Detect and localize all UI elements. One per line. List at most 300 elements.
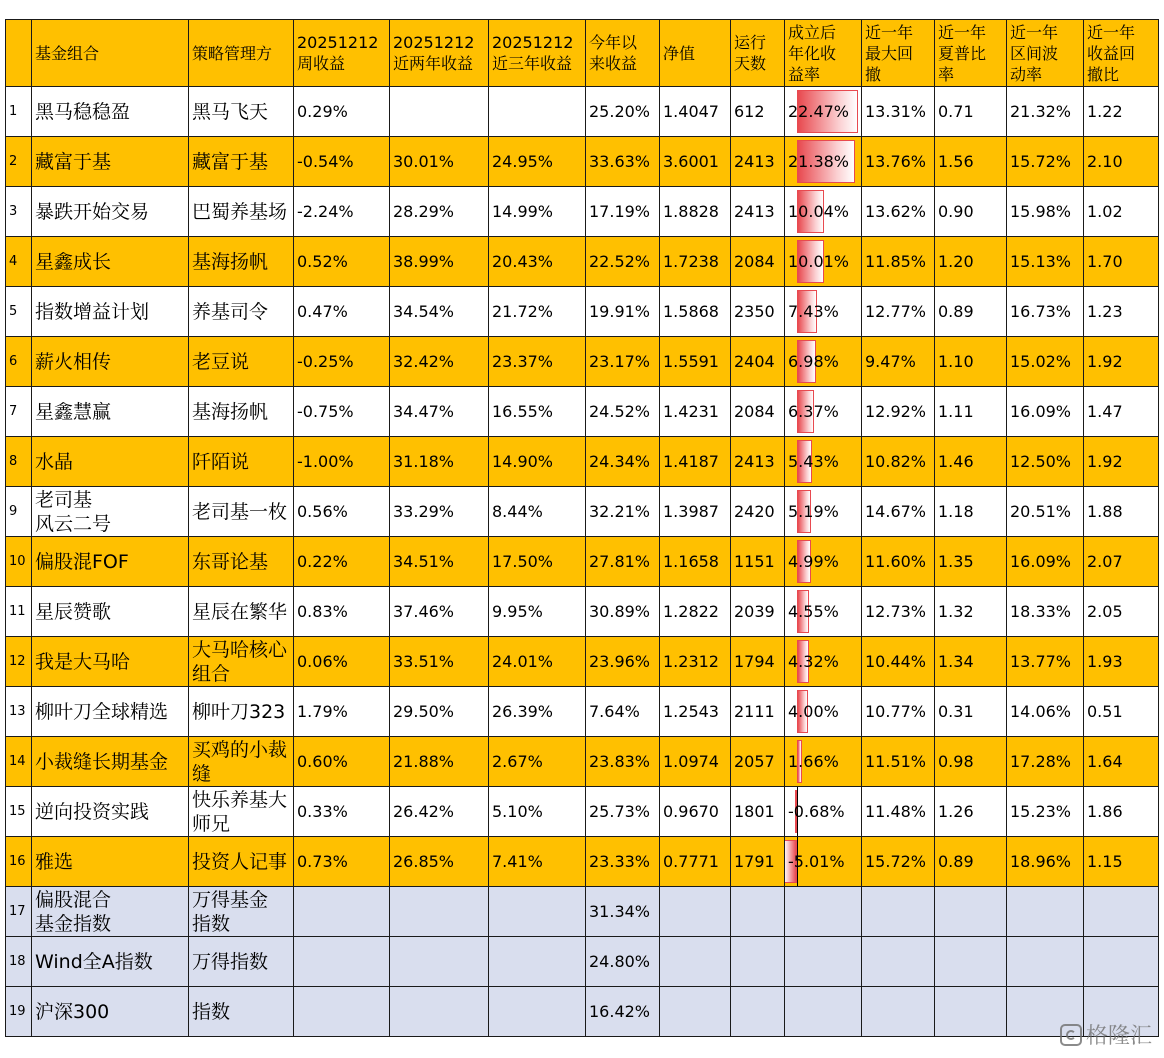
- cell-2y: [390, 887, 489, 937]
- cell-index: 6: [6, 337, 32, 387]
- cell-index: 16: [6, 837, 32, 887]
- table-row: [6, 637, 1159, 687]
- cell-mdd: 9.47%: [862, 337, 935, 387]
- cell-nav: 1.2312: [660, 637, 731, 687]
- cell-vol: 15.23%: [1007, 787, 1084, 837]
- benchmark-row: [6, 987, 1159, 1037]
- cell-3y: 23.37%: [489, 337, 586, 387]
- cell-ytd: 24.34%: [586, 437, 660, 487]
- table-row: [6, 487, 1159, 537]
- cell-week: -2.24%: [294, 187, 390, 237]
- cell-index: 7: [6, 387, 32, 437]
- fund-ranking-table: [5, 19, 1159, 1037]
- cell-sharpe: 1.11: [935, 387, 1007, 437]
- cell-mdd: 10.82%: [862, 437, 935, 487]
- cell-vol: 15.72%: [1007, 137, 1084, 187]
- cell-vol: 12.50%: [1007, 437, 1084, 487]
- cell-vol: 14.06%: [1007, 687, 1084, 737]
- cell-mdd: 10.44%: [862, 637, 935, 687]
- cell-2y: 34.54%: [390, 287, 489, 337]
- cell-manager: 老司基一枚: [189, 487, 294, 537]
- cell-days: 2111: [731, 687, 785, 737]
- cell-annual: [785, 187, 862, 237]
- cell-nav: 1.2822: [660, 587, 731, 637]
- cell-annual: [785, 987, 862, 1037]
- cell-mdd: 13.76%: [862, 137, 935, 187]
- annual-return-value: 22.47%: [788, 102, 850, 121]
- cell-ytd: 23.17%: [586, 337, 660, 387]
- cell-calmar: 1.88: [1084, 487, 1159, 537]
- cell-manager: 老豆说: [189, 337, 294, 387]
- table-row: [6, 437, 1159, 487]
- cell-vol: 15.98%: [1007, 187, 1084, 237]
- cell-mdd: 11.51%: [862, 737, 935, 787]
- cell-index: 12: [6, 637, 32, 687]
- cell-mdd: [862, 887, 935, 937]
- cell-3y: [489, 887, 586, 937]
- cell-mdd: 12.73%: [862, 587, 935, 637]
- cell-fund: 水晶: [32, 437, 189, 487]
- header-row: [6, 20, 1159, 87]
- cell-annual: [785, 487, 862, 537]
- table-row: [6, 737, 1159, 787]
- cell-ytd: 17.19%: [586, 187, 660, 237]
- cell-manager: 万得基金 指数: [189, 887, 294, 937]
- annual-return-value: 6.98%: [788, 352, 839, 371]
- cell-days: 1801: [731, 787, 785, 837]
- cell-nav: 1.0974: [660, 737, 731, 787]
- cell-mdd: 10.77%: [862, 687, 935, 737]
- cell-mdd: 11.85%: [862, 237, 935, 287]
- header-col-3y: 20251212 近三年收益: [489, 20, 586, 87]
- cell-week: 0.73%: [294, 837, 390, 887]
- cell-vol: 15.13%: [1007, 237, 1084, 287]
- cell-fund: 藏富于基: [32, 137, 189, 187]
- annual-return-value: [785, 952, 788, 971]
- cell-2y: 33.29%: [390, 487, 489, 537]
- table-row: [6, 87, 1159, 137]
- cell-calmar: 1.93: [1084, 637, 1159, 687]
- cell-fund: 我是大马哈: [32, 637, 189, 687]
- header-col-index: [6, 20, 32, 87]
- annual-return-value: -5.01%: [788, 852, 845, 871]
- table-row: [6, 387, 1159, 437]
- annual-return-value: 10.04%: [788, 202, 850, 221]
- cell-index: 15: [6, 787, 32, 837]
- cell-annual: [785, 537, 862, 587]
- cell-ytd: 24.52%: [586, 387, 660, 437]
- cell-manager: 投资人记事: [189, 837, 294, 887]
- cell-week: -0.75%: [294, 387, 390, 437]
- cell-3y: 16.55%: [489, 387, 586, 437]
- cell-annual: [785, 637, 862, 687]
- cell-annual: [785, 237, 862, 287]
- cell-manager: 万得指数: [189, 937, 294, 987]
- cell-manager: 柳叶刀323: [189, 687, 294, 737]
- cell-days: 2084: [731, 237, 785, 287]
- annual-return-value: 10.01%: [788, 252, 850, 271]
- cell-index: 14: [6, 737, 32, 787]
- cell-annual: [785, 287, 862, 337]
- table-body: [6, 87, 1159, 1037]
- cell-nav: [660, 937, 731, 987]
- cell-days: 2413: [731, 137, 785, 187]
- header-col-fund: 基金组合: [32, 20, 189, 87]
- cell-index: 9: [6, 487, 32, 537]
- cell-fund: 雅选: [32, 837, 189, 887]
- cell-fund: Wind全A指数: [32, 937, 189, 987]
- annual-return-value: -0.68%: [788, 802, 845, 821]
- cell-nav: 1.5868: [660, 287, 731, 337]
- cell-calmar: 1.22: [1084, 87, 1159, 137]
- cell-annual: [785, 687, 862, 737]
- cell-calmar: 1.02: [1084, 187, 1159, 237]
- header-col-calmar: 近一年 收益回 撤比: [1084, 20, 1159, 87]
- cell-week: -0.54%: [294, 137, 390, 187]
- cell-calmar: 1.23: [1084, 287, 1159, 337]
- cell-days: [731, 987, 785, 1037]
- annual-return-value: 4.32%: [788, 652, 839, 671]
- cell-sharpe: 1.34: [935, 637, 1007, 687]
- table-row: [6, 237, 1159, 287]
- cell-ytd: 25.20%: [586, 87, 660, 137]
- cell-mdd: 15.72%: [862, 837, 935, 887]
- header-col-vol: 近一年 区间波 动率: [1007, 20, 1084, 87]
- cell-index: 19: [6, 987, 32, 1037]
- cell-week: [294, 937, 390, 987]
- cell-vol: 16.73%: [1007, 287, 1084, 337]
- cell-week: 0.06%: [294, 637, 390, 687]
- cell-sharpe: 1.32: [935, 587, 1007, 637]
- cell-sharpe: 0.31: [935, 687, 1007, 737]
- cell-nav: 0.9670: [660, 787, 731, 837]
- cell-ytd: 23.96%: [586, 637, 660, 687]
- cell-sharpe: 0.90: [935, 187, 1007, 237]
- cell-3y: 5.10%: [489, 787, 586, 837]
- cell-manager: 阡陌说: [189, 437, 294, 487]
- header-col-manager: 策略管理方: [189, 20, 294, 87]
- cell-annual: [785, 887, 862, 937]
- cell-nav: 1.7238: [660, 237, 731, 287]
- table-row: [6, 537, 1159, 587]
- cell-sharpe: 1.10: [935, 337, 1007, 387]
- cell-3y: 9.95%: [489, 587, 586, 637]
- cell-3y: 24.95%: [489, 137, 586, 187]
- header-col-annual: 成立后 年化收 益率: [785, 20, 862, 87]
- cell-calmar: 1.70: [1084, 237, 1159, 287]
- header-col-mdd: 近一年 最大回 撤: [862, 20, 935, 87]
- cell-sharpe: 1.20: [935, 237, 1007, 287]
- cell-calmar: 1.92: [1084, 437, 1159, 487]
- cell-ytd: 31.34%: [586, 887, 660, 937]
- annual-return-value: 6.37%: [788, 402, 839, 421]
- cell-week: -0.25%: [294, 337, 390, 387]
- cell-index: 1: [6, 87, 32, 137]
- cell-days: [731, 937, 785, 987]
- cell-fund: 偏股混FOF: [32, 537, 189, 587]
- annual-return-value: 4.99%: [788, 552, 839, 571]
- cell-vol: 20.51%: [1007, 487, 1084, 537]
- cell-3y: 17.50%: [489, 537, 586, 587]
- table-row: [6, 137, 1159, 187]
- table-row: [6, 187, 1159, 237]
- annual-return-value: 7.43%: [788, 302, 839, 321]
- cell-nav: 1.8828: [660, 187, 731, 237]
- cell-sharpe: [935, 887, 1007, 937]
- cell-fund: 沪深300: [32, 987, 189, 1037]
- cell-ytd: 23.33%: [586, 837, 660, 887]
- cell-ytd: 25.73%: [586, 787, 660, 837]
- cell-2y: 34.51%: [390, 537, 489, 587]
- cell-mdd: 11.60%: [862, 537, 935, 587]
- cell-3y: 14.90%: [489, 437, 586, 487]
- cell-manager: 快乐养基大师兄: [189, 787, 294, 837]
- cell-calmar: [1084, 937, 1159, 987]
- cell-annual: [785, 87, 862, 137]
- cell-nav: 0.7771: [660, 837, 731, 887]
- cell-vol: 18.33%: [1007, 587, 1084, 637]
- cell-3y: 26.39%: [489, 687, 586, 737]
- cell-2y: 26.85%: [390, 837, 489, 887]
- cell-2y: 30.01%: [390, 137, 489, 187]
- cell-manager: 东哥论基: [189, 537, 294, 587]
- cell-fund: 星辰赞歌: [32, 587, 189, 637]
- cell-sharpe: 1.35: [935, 537, 1007, 587]
- cell-manager: 指数: [189, 987, 294, 1037]
- cell-days: [731, 887, 785, 937]
- cell-nav: 1.5591: [660, 337, 731, 387]
- cell-week: 0.29%: [294, 87, 390, 137]
- cell-2y: 31.18%: [390, 437, 489, 487]
- cell-3y: 7.41%: [489, 837, 586, 887]
- cell-ytd: 30.89%: [586, 587, 660, 637]
- header-col-week: 20251212 周收益: [294, 20, 390, 87]
- cell-nav: 1.4231: [660, 387, 731, 437]
- cell-2y: [390, 937, 489, 987]
- cell-index: 3: [6, 187, 32, 237]
- benchmark-row: [6, 937, 1159, 987]
- cell-mdd: 13.31%: [862, 87, 935, 137]
- cell-ytd: 19.91%: [586, 287, 660, 337]
- cell-week: -1.00%: [294, 437, 390, 487]
- cell-sharpe: 0.89: [935, 287, 1007, 337]
- cell-2y: [390, 987, 489, 1037]
- cell-calmar: 2.05: [1084, 587, 1159, 637]
- cell-vol: 21.32%: [1007, 87, 1084, 137]
- annual-return-value: 4.00%: [788, 702, 839, 721]
- cell-index: 11: [6, 587, 32, 637]
- cell-mdd: 14.67%: [862, 487, 935, 537]
- cell-days: 1794: [731, 637, 785, 687]
- cell-manager: 藏富于基: [189, 137, 294, 187]
- cell-manager: 大马哈核心组合: [189, 637, 294, 687]
- cell-days: 2039: [731, 587, 785, 637]
- cell-annual: [785, 337, 862, 387]
- cell-index: 2: [6, 137, 32, 187]
- cell-3y: 24.01%: [489, 637, 586, 687]
- cell-index: 10: [6, 537, 32, 587]
- gelonghui-logo-icon: [1060, 1024, 1082, 1046]
- cell-days: 2057: [731, 737, 785, 787]
- cell-index: 18: [6, 937, 32, 987]
- cell-2y: 28.29%: [390, 187, 489, 237]
- cell-2y: 26.42%: [390, 787, 489, 837]
- cell-calmar: 1.64: [1084, 737, 1159, 787]
- cell-vol: [1007, 937, 1084, 987]
- cell-nav: 1.1658: [660, 537, 731, 587]
- table-row: [6, 587, 1159, 637]
- cell-index: 17: [6, 887, 32, 937]
- cell-nav: 3.6001: [660, 137, 731, 187]
- cell-index: 4: [6, 237, 32, 287]
- header-col-ytd: 今年以 来收益: [586, 20, 660, 87]
- cell-fund: 星鑫成长: [32, 237, 189, 287]
- cell-week: 0.47%: [294, 287, 390, 337]
- cell-fund: 薪火相传: [32, 337, 189, 387]
- cell-2y: [390, 87, 489, 137]
- cell-week: 0.52%: [294, 237, 390, 287]
- cell-days: 2350: [731, 287, 785, 337]
- cell-days: 612: [731, 87, 785, 137]
- header-col-2y: 20251212 近两年收益: [390, 20, 489, 87]
- cell-mdd: [862, 937, 935, 987]
- cell-fund: 小裁缝长期基金: [32, 737, 189, 787]
- cell-annual: [785, 787, 862, 837]
- cell-index: 8: [6, 437, 32, 487]
- cell-sharpe: 0.71: [935, 87, 1007, 137]
- cell-mdd: 13.62%: [862, 187, 935, 237]
- cell-3y: 14.99%: [489, 187, 586, 237]
- cell-3y: 21.72%: [489, 287, 586, 337]
- cell-sharpe: 1.18: [935, 487, 1007, 537]
- cell-sharpe: [935, 937, 1007, 987]
- cell-days: 2404: [731, 337, 785, 387]
- cell-fund: 柳叶刀全球精选: [32, 687, 189, 737]
- cell-3y: [489, 937, 586, 987]
- cell-manager: 星辰在繁华: [189, 587, 294, 637]
- cell-vol: 16.09%: [1007, 387, 1084, 437]
- cell-fund: 暴跌开始交易: [32, 187, 189, 237]
- cell-vol: 16.09%: [1007, 537, 1084, 587]
- cell-week: 0.33%: [294, 787, 390, 837]
- cell-ytd: 16.42%: [586, 987, 660, 1037]
- annual-return-value: [785, 902, 788, 921]
- watermark-text: 格隆汇: [1085, 1024, 1152, 1049]
- cell-sharpe: 1.46: [935, 437, 1007, 487]
- cell-week: 1.79%: [294, 687, 390, 737]
- cell-sharpe: 0.98: [935, 737, 1007, 787]
- annual-return-value: 5.43%: [788, 452, 839, 471]
- cell-calmar: 2.07: [1084, 537, 1159, 587]
- cell-nav: 1.2543: [660, 687, 731, 737]
- cell-fund: 黑马稳稳盈: [32, 87, 189, 137]
- cell-days: 2413: [731, 437, 785, 487]
- cell-week: [294, 987, 390, 1037]
- cell-2y: 34.47%: [390, 387, 489, 437]
- cell-annual: [785, 937, 862, 987]
- cell-fund: 老司基 风云二号: [32, 487, 189, 537]
- cell-nav: [660, 887, 731, 937]
- cell-ytd: 23.83%: [586, 737, 660, 787]
- cell-annual: [785, 137, 862, 187]
- cell-vol: [1007, 887, 1084, 937]
- cell-manager: 巴蜀养基场: [189, 187, 294, 237]
- cell-index: 13: [6, 687, 32, 737]
- cell-calmar: 1.92: [1084, 337, 1159, 387]
- cell-sharpe: 1.26: [935, 787, 1007, 837]
- cell-3y: 2.67%: [489, 737, 586, 787]
- cell-annual: [785, 587, 862, 637]
- cell-manager: 基海扬帆: [189, 387, 294, 437]
- cell-days: 2413: [731, 187, 785, 237]
- cell-2y: 38.99%: [390, 237, 489, 287]
- cell-days: 1151: [731, 537, 785, 587]
- cell-nav: 1.4187: [660, 437, 731, 487]
- table-row: [6, 337, 1159, 387]
- cell-calmar: 0.51: [1084, 687, 1159, 737]
- cell-vol: 18.96%: [1007, 837, 1084, 887]
- cell-3y: [489, 987, 586, 1037]
- cell-fund: 逆向投资实践: [32, 787, 189, 837]
- cell-manager: 基海扬帆: [189, 237, 294, 287]
- cell-nav: 1.3987: [660, 487, 731, 537]
- cell-vol: 15.02%: [1007, 337, 1084, 387]
- cell-ytd: 27.81%: [586, 537, 660, 587]
- cell-calmar: 1.86: [1084, 787, 1159, 837]
- header-col-days: 运行 天数: [731, 20, 785, 87]
- cell-annual: [785, 737, 862, 787]
- cell-2y: 32.42%: [390, 337, 489, 387]
- cell-calmar: [1084, 887, 1159, 937]
- cell-sharpe: 1.56: [935, 137, 1007, 187]
- watermark: [1060, 1019, 1152, 1050]
- table-row: [6, 787, 1159, 837]
- benchmark-row: [6, 887, 1159, 937]
- annual-return-value: 4.55%: [788, 602, 839, 621]
- cell-sharpe: 0.89: [935, 837, 1007, 887]
- cell-annual: [785, 837, 862, 887]
- header-col-nav: 净值: [660, 20, 731, 87]
- cell-mdd: 12.77%: [862, 287, 935, 337]
- cell-3y: [489, 87, 586, 137]
- table-row: [6, 687, 1159, 737]
- table-row: [6, 837, 1159, 887]
- annual-return-value: [785, 1002, 788, 1021]
- cell-calmar: 2.10: [1084, 137, 1159, 187]
- cell-ytd: 33.63%: [586, 137, 660, 187]
- cell-calmar: 1.47: [1084, 387, 1159, 437]
- annual-return-value: 1.66%: [788, 752, 839, 771]
- cell-days: 1791: [731, 837, 785, 887]
- cell-ytd: 22.52%: [586, 237, 660, 287]
- cell-week: 0.56%: [294, 487, 390, 537]
- cell-days: 2420: [731, 487, 785, 537]
- cell-calmar: 1.15: [1084, 837, 1159, 887]
- cell-index: 5: [6, 287, 32, 337]
- cell-manager: 养基司令: [189, 287, 294, 337]
- cell-vol: 17.28%: [1007, 737, 1084, 787]
- cell-week: [294, 887, 390, 937]
- cell-ytd: 24.80%: [586, 937, 660, 987]
- cell-fund: 指数增益计划: [32, 287, 189, 337]
- cell-sharpe: [935, 987, 1007, 1037]
- cell-vol: 13.77%: [1007, 637, 1084, 687]
- cell-week: 0.22%: [294, 537, 390, 587]
- cell-annual: [785, 387, 862, 437]
- cell-week: 0.60%: [294, 737, 390, 787]
- cell-2y: 37.46%: [390, 587, 489, 637]
- cell-days: 2084: [731, 387, 785, 437]
